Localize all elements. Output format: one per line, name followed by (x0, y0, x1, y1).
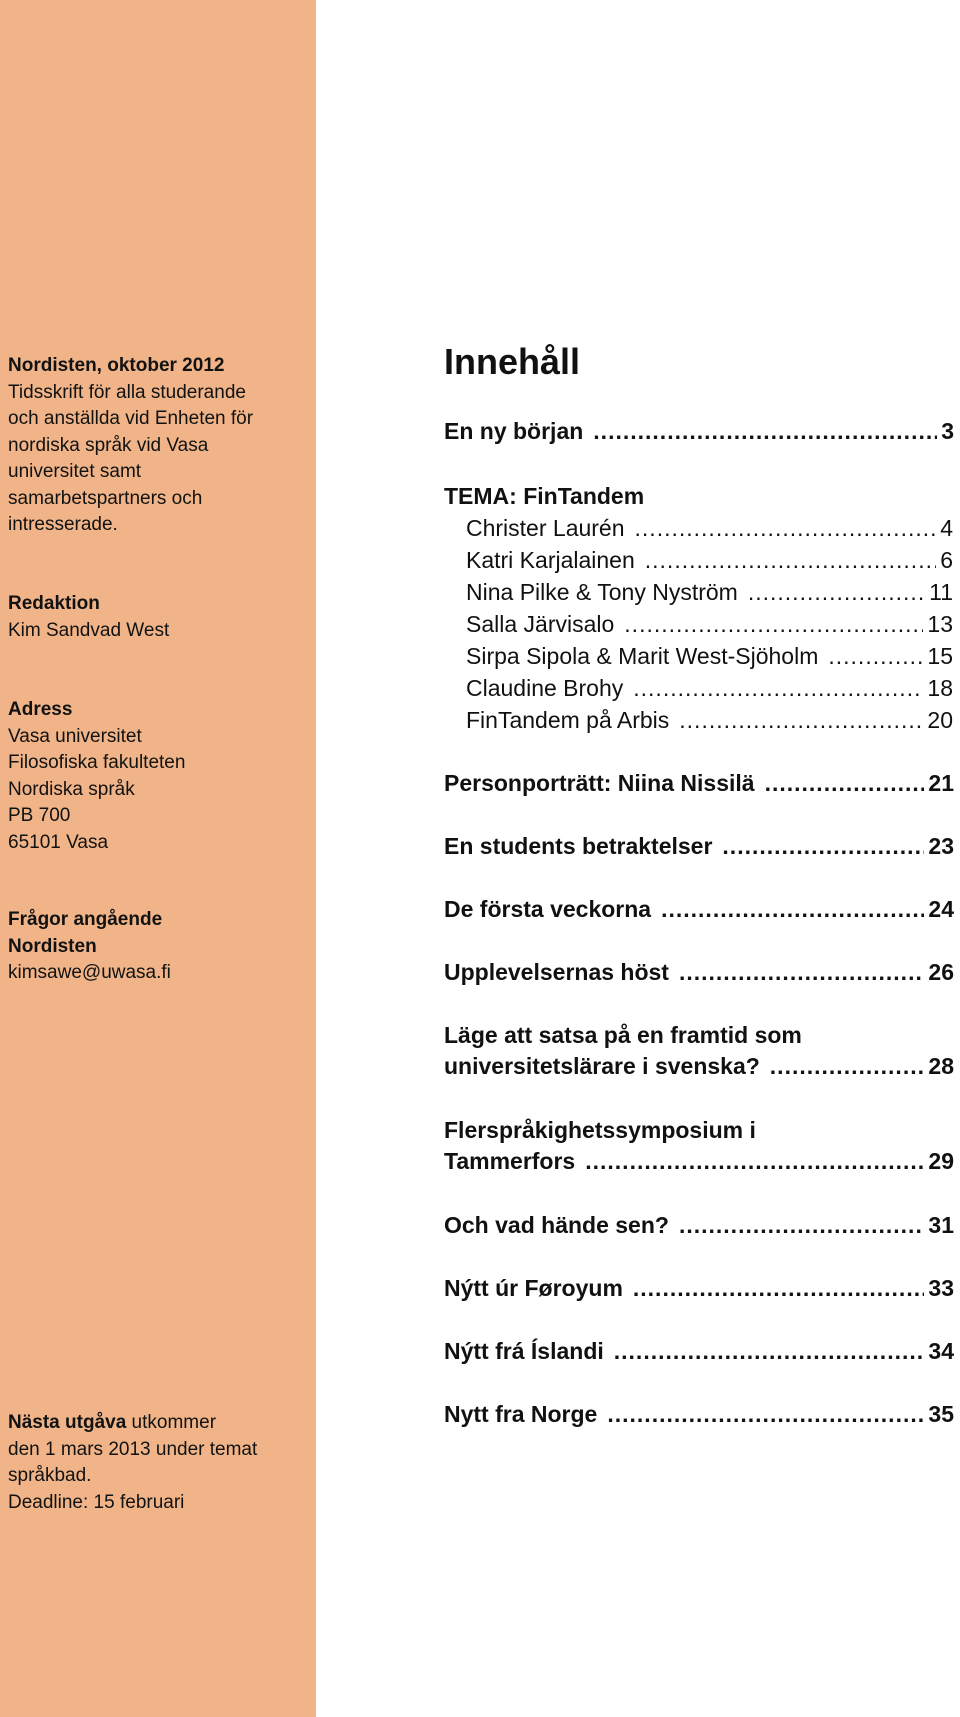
toc-leader-dots (633, 1275, 925, 1302)
toc-entry-title-continued: universitetslärare i svenska? (444, 1053, 760, 1079)
fragor-block (8, 907, 308, 987)
toc-leader-dots (679, 707, 923, 734)
toc-leader-dots (645, 547, 936, 574)
toc-entry[interactable] (444, 1338, 954, 1365)
toc-entry[interactable] (444, 1401, 954, 1428)
fragor-heading: Nordisten (8, 935, 97, 957)
toc-leader-dots (679, 1212, 924, 1239)
next-issue-line: den 1 mars 2013 under temat (8, 1438, 258, 1460)
toc-entry-title: Nýtt frá Íslandi (444, 1338, 604, 1364)
toc-entry-page: 20 (927, 707, 953, 733)
toc-entry-page: 26 (928, 959, 954, 985)
toc-entry-page: 35 (928, 1401, 954, 1427)
toc-entry-title: De första veckorna (444, 896, 652, 922)
toc-entry-title: Nýtt úr Føroyum (444, 1275, 623, 1301)
redaktion-heading: Redaktion (8, 593, 100, 614)
toc-entry-title: Claudine Brohy (466, 675, 624, 701)
redaktion-name: Kim Sandvad West (8, 619, 170, 641)
toc-entry-page: 13 (927, 611, 953, 637)
adress-line: 65101 Vasa (8, 831, 109, 853)
toc-entry-page: 34 (928, 1338, 954, 1364)
next-issue-block (8, 1410, 308, 1516)
toc-subentry[interactable] (466, 515, 953, 542)
toc-entry-title: Läge att satsa på en framtid som (444, 1022, 802, 1048)
toc-entry[interactable] (444, 1117, 954, 1175)
toc-entry-page: 24 (928, 896, 954, 922)
toc-leader-dots (661, 896, 924, 923)
toc-entry-page: 18 (927, 675, 953, 701)
toc-leader-dots (828, 643, 923, 670)
toc-entry-page: 11 (929, 579, 953, 605)
toc-entry-title: En ny början (444, 418, 584, 444)
toc-subentry[interactable] (466, 547, 953, 574)
toc-leader-dots (614, 1338, 925, 1365)
toc-entry-title: Christer Laurén (466, 515, 625, 541)
toc-leader-dots (607, 1401, 924, 1428)
toc-entry[interactable] (444, 959, 954, 986)
colophon-block (8, 353, 308, 539)
colophon-line: universitet samt (8, 461, 142, 482)
toc-leader-dots (593, 418, 937, 445)
colophon-line: och anställda vid Enheten för (8, 408, 254, 429)
next-issue-rest: utkommer (126, 1412, 217, 1433)
toc-leader-dots (679, 959, 924, 986)
next-issue-line: Deadline: 15 februari (8, 1491, 185, 1513)
toc-leader-dots (770, 1053, 925, 1080)
toc-entry-title: FinTandem på Arbis (466, 707, 670, 733)
toc-entry-page: 29 (928, 1148, 954, 1174)
adress-line: Filosofiska fakulteten (8, 752, 186, 773)
toc-title: Innehåll (444, 341, 581, 382)
colophon-line: nordiska språk vid Vasa (8, 434, 209, 456)
toc-entry-page: 4 (940, 515, 953, 541)
toc-entry[interactable] (444, 833, 954, 860)
adress-line: Nordiska språk (8, 778, 135, 800)
toc-subentry[interactable] (466, 611, 953, 638)
toc-entry-title: Katri Karjalainen (466, 547, 635, 573)
toc-leader-dots (748, 579, 925, 606)
contact-email[interactable]: kimsawe@uwasa.fi (8, 962, 171, 983)
toc-subentry[interactable] (466, 579, 953, 606)
toc-entry-title: En students betraktelser (444, 833, 713, 859)
toc-entry-title: Salla Järvisalo (466, 611, 615, 637)
adress-line: Vasa universitet (8, 725, 142, 747)
colophon-line: Tidsskrift för alla studerande (8, 381, 246, 403)
toc-entry-title: Upplevelsernas höst (444, 959, 669, 985)
colophon-heading: Nordisten, oktober 2012 (8, 355, 225, 376)
adress-heading: Adress (8, 699, 73, 720)
toc-entry-page: 33 (928, 1275, 954, 1301)
toc-entry-title: Nina Pilke & Tony Nyström (466, 579, 738, 605)
toc-entry-page: 3 (941, 418, 954, 444)
toc-leader-dots (722, 833, 924, 860)
toc-leader-dots (624, 611, 923, 638)
toc-leader-dots (765, 770, 925, 797)
toc-entry[interactable] (444, 1275, 954, 1302)
fragor-heading: Frågor angående (8, 909, 163, 930)
toc-subentry[interactable] (466, 675, 953, 702)
toc-entry[interactable] (444, 1212, 954, 1239)
toc-entry-page: 28 (928, 1053, 954, 1079)
toc-entry[interactable] (444, 1022, 954, 1080)
toc-entry-page: 31 (928, 1212, 954, 1238)
toc-entry-title: Sirpa Sipola & Marit West-Sjöholm (466, 643, 819, 669)
toc-entry-page: 23 (928, 833, 954, 859)
toc-entry[interactable] (444, 770, 954, 797)
toc-entry-page: 6 (940, 547, 953, 573)
toc-entry-page: 21 (928, 770, 954, 796)
toc-entry[interactable] (444, 896, 954, 923)
toc-theme-heading: TEMA: FinTandem (444, 483, 645, 509)
toc-subentry[interactable] (466, 707, 953, 734)
next-issue-first-line (8, 1410, 308, 1437)
toc-entry[interactable] (444, 418, 954, 445)
toc-entry-title: Nytt fra Norge (444, 1401, 598, 1427)
toc-subentry[interactable] (466, 643, 953, 670)
adress-line: PB 700 (8, 805, 71, 826)
next-issue-heading: Nästa utgåva (8, 1412, 127, 1433)
toc-entry-second-line (444, 1053, 954, 1080)
toc-entry-title-continued: Tammerfors (444, 1148, 576, 1174)
toc-entry-page: 15 (927, 643, 953, 669)
redaktion-block (8, 591, 308, 644)
adress-block (8, 697, 308, 856)
toc-entry-second-line (444, 1148, 954, 1175)
toc-entry-title: Och vad hände sen? (444, 1212, 669, 1238)
sidebar-panel (0, 0, 316, 1717)
toc-leader-dots (585, 1148, 924, 1175)
toc-leader-dots (635, 515, 937, 542)
next-issue-line: språkbad. (8, 1465, 92, 1486)
toc-leader-dots (633, 675, 923, 702)
colophon-line: samarbetspartners och (8, 487, 203, 509)
toc-entry-title: Personporträtt: Niina Nissilä (444, 770, 755, 796)
colophon-line: intresserade. (8, 514, 118, 535)
toc-entry-title: Flerspråkighetssymposium i (444, 1117, 756, 1143)
